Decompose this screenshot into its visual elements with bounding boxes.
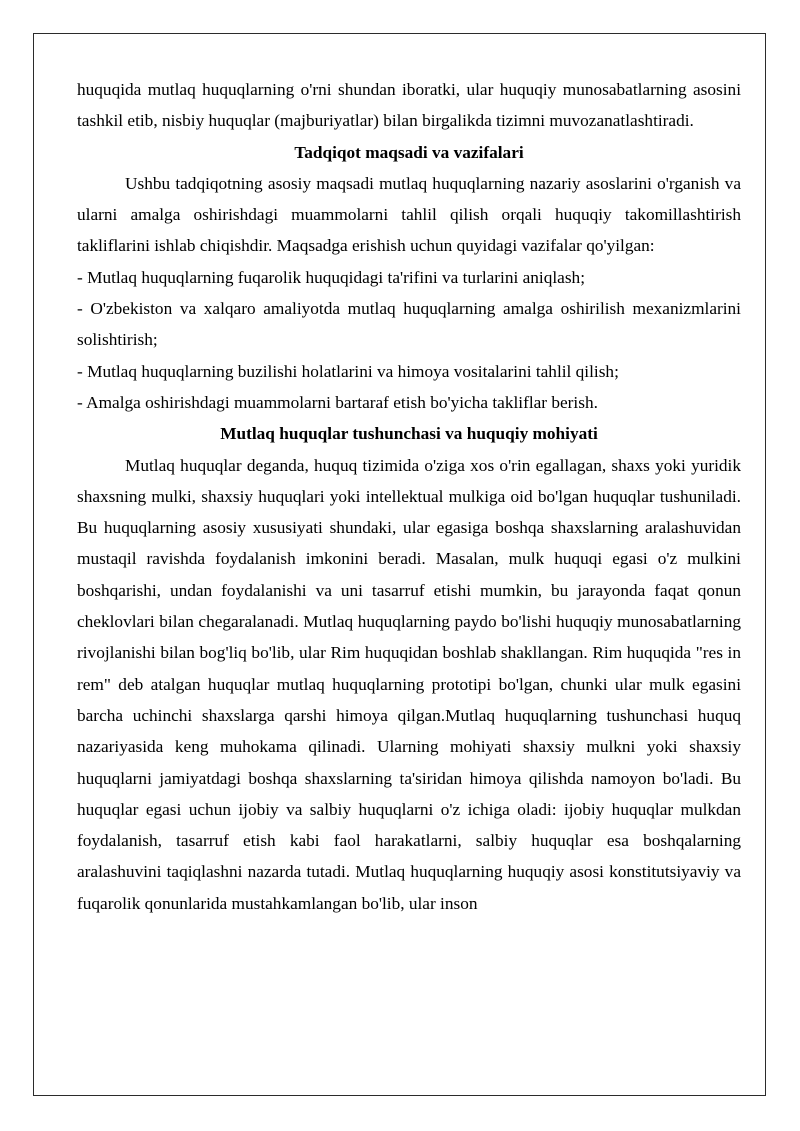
task-item-2: - O'zbekiston va xalqaro amaliyotda mutlaq huquqlarning amalga oshirilish mexanizmlarini solishtirish; [77, 299, 741, 350]
section-heading-concept: Mutlaq huquqlar tushunchasi va huquqiy mohiyati [220, 424, 598, 444]
document-body [77, 74, 741, 919]
concept-paragraph: Mutlaq huquqlar deganda, huquq tizimida o'ziga xos o'rin egallagan, shaxs yoki yuridik shaxsning mulki, shaxsiy huquqlari yoki intellektual mulkiga oid bo'lgan huquqlar tushuniladi. Bu huquqlarning asosiy xususiyati shundaki, ular egasiga boshqa shaxslarning aralashuvidan mustaqil ravishda foydalanish imkonini beradi. Masalan, mulk huquqi egasi o'z mulkini boshqarishi, undan foydalanishi va uni tasarruf etishi mumkin, bu jarayonda faqat qonun cheklovlari bilan chegaralanadi. Mutlaq huquqlarning paydo bo'lishi huquqiy munosabatlarning rivojlanishi bilan bog'liq bo'lib, ular Rim huquqidan boshlab shakllangan. Rim huquqida "res in rem" deb atalgan huquqlar mutlaq huquqlarning prototipi bo'lgan, chunki ular mulk egasini barcha uchinchi shaxslarga qarshi himoya qilgan.Mutlaq huquqlarning tushunchasi huquq nazariyasida keng muhokama qilinadi. Ularning mohiyati shaxsiy mulkni yoki shaxsiy huquqlarni jamiyatdagi boshqa shaxslarning ta'siridan himoya qilishda namoyon bo'ladi. Bu huquqlar egasi uchun ijobiy va salbiy huquqlarni o'z ichiga oladi: ijobiy huquqlar mulkdan foydalanish, tasarruf etish kabi faol harakatlarni, salbiy huquqlar esa boshqalarning aralashuvini taqiqlashni nazarda tutadi. Mutlaq huquqlarning huquqiy asosi konstitutsiyaviy va fuqarolik qonunlarida mustahkamlangan bo'lib, ular inson [77, 455, 741, 913]
section-heading-goals: Tadqiqot maqsadi va vazifalari [294, 142, 524, 162]
task-item-1: - Mutlaq huquqlarning fuqarolik huquqidagi ta'rifini va turlarini aniqlash; [77, 267, 585, 287]
continuation-paragraph: huquqida mutlaq huquqlarning o'rni shundan iboratki, ular huquqiy munosabatlarning asosini tashkil etib, nisbiy huquqlar (majburiyatlar) bilan birgalikda tizimni muvozanatlashtiradi. [77, 80, 741, 131]
task-item-4: - Amalga oshirishdagi muammolarni bartaraf etish bo'yicha takliflar berish. [77, 392, 598, 412]
goals-paragraph: Ushbu tadqiqotning asosiy maqsadi mutlaq huquqlarning nazariy asoslarini o'rganish va ularni amalga oshirishdagi muammolarni tahlil qilish orqali huquqiy takomillashtirish takliflarini ishlab chiqishdir. Maqsadga erishish uchun quyidagi vazifalar qo'yilgan: [77, 173, 741, 256]
task-item-3: - Mutlaq huquqlarning buzilishi holatlarini va himoya vositalarini tahlil qilish; [77, 361, 619, 381]
